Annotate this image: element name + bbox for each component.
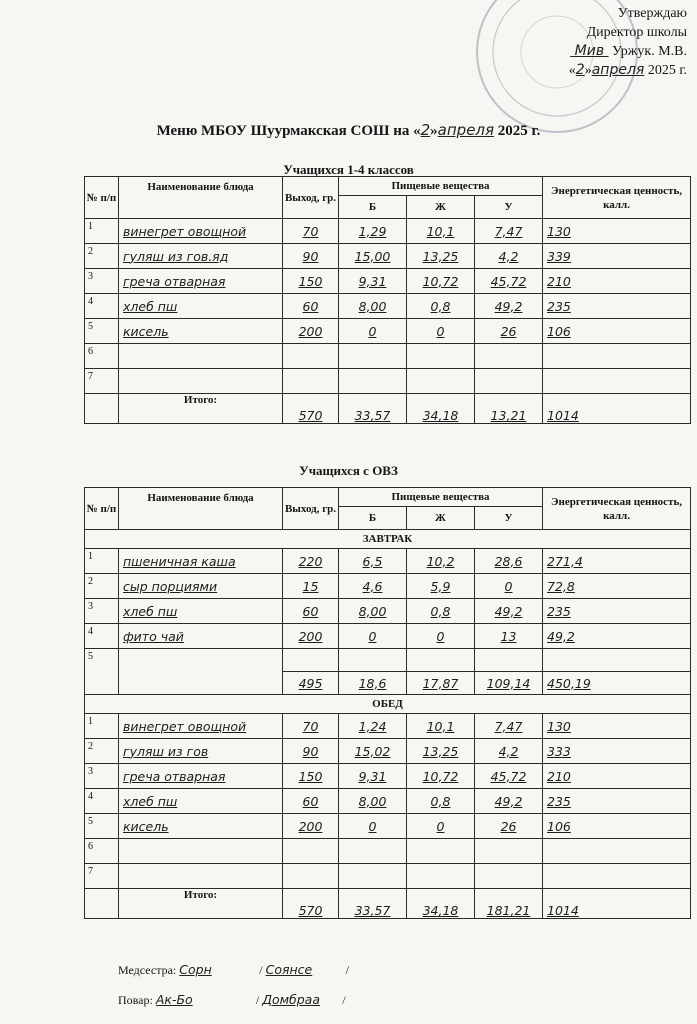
dish-protein: 15,02 — [339, 739, 407, 764]
dish-protein: 0 — [339, 814, 407, 839]
approval-line-2: Директор школы — [586, 25, 687, 40]
breakfast-band: ЗАВТРАК — [85, 530, 691, 549]
total-fat: 34,18 — [407, 394, 475, 424]
total-fat: 34,18 — [407, 889, 475, 919]
total-protein: 33,57 — [339, 394, 407, 424]
header-output: Выход, гр. — [283, 177, 339, 219]
total-row — [85, 394, 691, 424]
dish-energy: 339 — [543, 244, 691, 269]
row-num: 7 — [85, 864, 119, 889]
dish-protein: 15,00 — [339, 244, 407, 269]
cook-sign: Ак-Бо — [155, 992, 193, 1007]
nurse-sign: Сорн — [179, 962, 212, 977]
total-output: 570 — [283, 394, 339, 424]
dish-carbs: 45,72 — [475, 269, 543, 294]
dish-energy: 235 — [543, 599, 691, 624]
dish-name: хлеб пш — [119, 789, 283, 814]
dish-name: греча отварная — [119, 269, 283, 294]
row-num: 1 — [85, 714, 119, 739]
dish-name — [119, 839, 283, 864]
table-row — [85, 369, 691, 394]
dish-output: 200 — [283, 624, 339, 649]
header-num: № п/п — [85, 177, 119, 219]
dish-fat — [407, 344, 475, 369]
approval-date-close: » — [584, 63, 592, 78]
table1-heading: Учащихся 1-4 классов — [283, 162, 414, 177]
dish-carbs — [475, 344, 543, 369]
approval-signature-mark: Мив — [570, 43, 609, 59]
table-row — [85, 574, 691, 599]
total-energy: 1014 — [543, 394, 691, 424]
dish-carbs: 7,47 — [475, 714, 543, 739]
row-num: 5 — [85, 649, 119, 695]
dish-output: 60 — [283, 599, 339, 624]
dish-output — [283, 839, 339, 864]
dish-energy: 235 — [543, 294, 691, 319]
dish-energy — [543, 344, 691, 369]
header-nutrients: Пищевые вещества — [339, 177, 543, 196]
header-carbs: У — [475, 507, 543, 530]
row-num: 2 — [85, 574, 119, 599]
dish-carbs: 28,6 — [475, 549, 543, 574]
cook-name: Домбраа — [262, 992, 320, 1007]
dish-fat: 13,25 — [407, 244, 475, 269]
dish-name — [119, 864, 283, 889]
dish-carbs — [475, 839, 543, 864]
table-row — [85, 219, 691, 244]
dish-carbs — [475, 369, 543, 394]
dish-carbs: 49,2 — [475, 789, 543, 814]
dish-fat: 10,2 — [407, 549, 475, 574]
table-row — [85, 269, 691, 294]
table-row — [85, 739, 691, 764]
dish-output: 220 — [283, 549, 339, 574]
total-label: Итого: — [119, 394, 283, 424]
header-energy: Энергетическая ценность, калл. — [543, 488, 691, 530]
dish-output — [283, 864, 339, 889]
approval-date-month: апреля — [591, 62, 645, 78]
header-name: Наименование блюда — [119, 488, 283, 530]
total-protein: 33,57 — [339, 889, 407, 919]
dish-carbs: 26 — [475, 814, 543, 839]
dish-fat: 10,72 — [407, 269, 475, 294]
title-day: 2 — [420, 121, 431, 139]
dish-carbs: 49,2 — [475, 599, 543, 624]
dish-fat: 10,72 — [407, 764, 475, 789]
dish-carbs: 7,47 — [475, 219, 543, 244]
cook-signature-line: Повар: Ак-Бо / Домбраа / — [118, 992, 346, 1007]
nurse-name: Соянсе — [265, 962, 313, 977]
approval-line-1: Утверждаю — [617, 6, 687, 21]
dish-output: 200 — [283, 814, 339, 839]
dish-energy: 49,2 — [543, 624, 691, 649]
dish-carbs: 45,72 — [475, 764, 543, 789]
dish-energy: 106 — [543, 319, 691, 344]
dish-output: 150 — [283, 269, 339, 294]
dish-fat — [407, 839, 475, 864]
lunch-band: ОБЕД — [85, 695, 691, 714]
dish-protein: 8,00 — [339, 599, 407, 624]
row-num: 4 — [85, 789, 119, 814]
table-row — [85, 244, 691, 269]
page-title — [0, 121, 697, 140]
dish-energy: 106 — [543, 814, 691, 839]
dish-name — [119, 649, 283, 695]
dish-protein — [339, 369, 407, 394]
dish-carbs: 49,2 — [475, 294, 543, 319]
dish-carbs: 26 — [475, 319, 543, 344]
dish-name: греча отварная — [119, 764, 283, 789]
header-nutrients: Пищевые вещества — [339, 488, 543, 507]
dish-energy: 130 — [543, 714, 691, 739]
table-row — [85, 319, 691, 344]
table-row — [85, 864, 691, 889]
header-energy: Энергетическая ценность, калл. — [543, 177, 691, 219]
dish-output: 70 — [283, 219, 339, 244]
breakfast-total-energy: 450,19 — [543, 672, 691, 695]
table-row — [85, 649, 691, 672]
dish-name — [119, 369, 283, 394]
header-num: № п/п — [85, 488, 119, 530]
row-num: 5 — [85, 814, 119, 839]
dish-energy: 210 — [543, 269, 691, 294]
table-row — [85, 839, 691, 864]
row-num: 6 — [85, 344, 119, 369]
dish-fat: 0,8 — [407, 789, 475, 814]
dish-energy: 271,4 — [543, 549, 691, 574]
total-carbs: 181,21 — [475, 889, 543, 919]
dish-fat: 0,8 — [407, 294, 475, 319]
breakfast-total-carbs: 109,14 — [475, 672, 543, 695]
breakfast-total-fat: 17,87 — [407, 672, 475, 695]
dish-fat: 0 — [407, 814, 475, 839]
dish-protein: 8,00 — [339, 294, 407, 319]
row-num: 1 — [85, 219, 119, 244]
dish-energy: 130 — [543, 219, 691, 244]
dish-name: хлеб пш — [119, 294, 283, 319]
table2-heading: Учащихся с ОВЗ — [299, 463, 398, 478]
breakfast-total-protein: 18,6 — [339, 672, 407, 695]
dish-name: кисель — [119, 814, 283, 839]
header-carbs: У — [475, 196, 543, 219]
row-num: 3 — [85, 599, 119, 624]
dish-name: гуляш из гов — [119, 739, 283, 764]
row-num: 2 — [85, 244, 119, 269]
table-row — [85, 344, 691, 369]
dish-protein: 9,31 — [339, 269, 407, 294]
menu-table-grades-1-4 — [84, 176, 691, 424]
dish-name: сыр порциями — [119, 574, 283, 599]
dish-output — [283, 344, 339, 369]
approval-block — [569, 4, 687, 80]
nurse-label: Медсестра: — [118, 963, 177, 977]
total-output: 570 — [283, 889, 339, 919]
table-row — [85, 294, 691, 319]
dish-output: 60 — [283, 294, 339, 319]
dish-output — [283, 369, 339, 394]
row-num: 4 — [85, 624, 119, 649]
total-carbs: 13,21 — [475, 394, 543, 424]
approval-date-day: 2 — [575, 62, 585, 78]
dish-fat: 0,8 — [407, 599, 475, 624]
dish-protein: 1,29 — [339, 219, 407, 244]
dish-fat: 0 — [407, 319, 475, 344]
dish-carbs: 0 — [475, 574, 543, 599]
row-num: 7 — [85, 369, 119, 394]
dish-name: фито чай — [119, 624, 283, 649]
header-fat: Ж — [407, 196, 475, 219]
nurse-signature-line: Медсестра: Сорн / Соянсе / — [118, 962, 349, 977]
dish-protein: 1,24 — [339, 714, 407, 739]
dish-energy: 235 — [543, 789, 691, 814]
approval-date-open: « — [568, 63, 576, 78]
dish-output: 90 — [283, 244, 339, 269]
title-suffix: 2025 г. — [497, 123, 541, 139]
table-row — [85, 814, 691, 839]
table-row — [85, 599, 691, 624]
header-protein: Б — [339, 507, 407, 530]
breakfast-total-output: 495 — [283, 672, 339, 695]
cook-label: Повар: — [118, 993, 153, 1007]
title-month: апреля — [437, 121, 495, 139]
approval-signature: Уржук. М.В. — [612, 44, 687, 59]
approval-date-year: 2025 г. — [647, 63, 687, 78]
row-num: 5 — [85, 319, 119, 344]
header-protein: Б — [339, 196, 407, 219]
row-num: 1 — [85, 549, 119, 574]
dish-protein — [339, 864, 407, 889]
dish-energy — [543, 864, 691, 889]
title-mid: » — [430, 123, 438, 139]
dish-protein — [339, 839, 407, 864]
dish-name: хлеб пш — [119, 599, 283, 624]
dish-carbs: 4,2 — [475, 244, 543, 269]
dish-energy — [543, 369, 691, 394]
dish-name: винегрет овощной — [119, 219, 283, 244]
dish-name: винегрет овощной — [119, 714, 283, 739]
title-prefix: Меню МБОУ Шуурмакская СОШ на « — [156, 123, 421, 139]
menu-table-ovz — [84, 487, 691, 919]
dish-fat: 13,25 — [407, 739, 475, 764]
dish-protein: 8,00 — [339, 789, 407, 814]
header-output: Выход, гр. — [283, 488, 339, 530]
dish-fat: 10,1 — [407, 219, 475, 244]
dish-energy: 333 — [543, 739, 691, 764]
dish-fat: 0 — [407, 624, 475, 649]
row-num: 6 — [85, 839, 119, 864]
dish-fat — [407, 864, 475, 889]
row-num: 4 — [85, 294, 119, 319]
total-row — [85, 889, 691, 919]
row-num: 3 — [85, 269, 119, 294]
dish-output: 150 — [283, 764, 339, 789]
dish-fat: 10,1 — [407, 714, 475, 739]
dish-protein: 0 — [339, 624, 407, 649]
dish-fat — [407, 369, 475, 394]
dish-carbs: 4,2 — [475, 739, 543, 764]
dish-protein: 4,6 — [339, 574, 407, 599]
dish-fat: 5,9 — [407, 574, 475, 599]
dish-name: пшеничная каша — [119, 549, 283, 574]
dish-protein — [339, 344, 407, 369]
dish-output: 15 — [283, 574, 339, 599]
dish-output: 200 — [283, 319, 339, 344]
dish-energy — [543, 839, 691, 864]
total-label: Итого: — [119, 889, 283, 919]
header-fat: Ж — [407, 507, 475, 530]
table-row — [85, 764, 691, 789]
table-row — [85, 714, 691, 739]
dish-output: 90 — [283, 739, 339, 764]
row-num: 2 — [85, 739, 119, 764]
dish-output: 60 — [283, 789, 339, 814]
dish-carbs: 13 — [475, 624, 543, 649]
dish-name: кисель — [119, 319, 283, 344]
table-row — [85, 549, 691, 574]
dish-protein: 6,5 — [339, 549, 407, 574]
dish-energy: 210 — [543, 764, 691, 789]
dish-protein: 9,31 — [339, 764, 407, 789]
total-energy: 1014 — [543, 889, 691, 919]
dish-energy: 72,8 — [543, 574, 691, 599]
dish-protein: 0 — [339, 319, 407, 344]
dish-carbs — [475, 864, 543, 889]
dish-output: 70 — [283, 714, 339, 739]
dish-name: гуляш из гов.яд — [119, 244, 283, 269]
header-name: Наименование блюда — [119, 177, 283, 219]
table-row — [85, 624, 691, 649]
row-num: 3 — [85, 764, 119, 789]
table-row — [85, 789, 691, 814]
dish-name — [119, 344, 283, 369]
